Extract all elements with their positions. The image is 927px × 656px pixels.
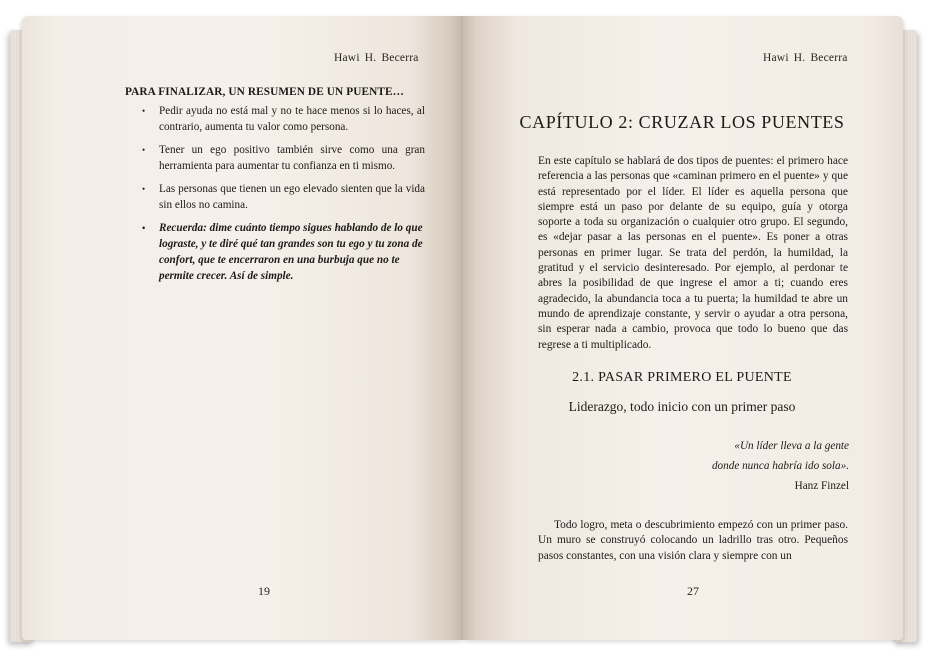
list-item xyxy=(125,103,425,135)
list-item xyxy=(125,181,425,213)
list-item-text: Las personas que tienen un ego elevado sienten que la vida sin ellos no camina. xyxy=(159,183,425,211)
epigraph-author: Hanz Finzel xyxy=(794,480,849,492)
list-item-text: Recuerda: dime cuánto tiempo sigues hablando de lo que lograste, y te diré qué tan grandes son tu ego y tu zona de confort, que te encerraron en una burbuja que no te permite crecer. Así de simple. xyxy=(159,222,423,282)
left-page xyxy=(22,16,463,640)
list-item-text: Pedir ayuda no está mal y no te hace menos si lo haces, al contrario, aumenta tu valor como persona. xyxy=(159,105,425,133)
page-number-right: 27 xyxy=(687,584,699,598)
summary-section xyxy=(125,86,425,291)
epigraph xyxy=(613,436,849,496)
page-number-left: 19 xyxy=(258,584,270,598)
section-title: 2.1. PASAR PRIMERO EL PUENTE xyxy=(572,370,792,385)
summary-list xyxy=(125,103,425,284)
right-page xyxy=(463,16,903,640)
running-header-right: Hawi H. Becerra xyxy=(763,52,848,64)
chapter-title: CAPÍTULO 2: CRUZAR LOS PUENTES xyxy=(519,112,845,132)
closing-paragraph: Todo logro, meta o descubrimiento empezó con un primer paso. Un muro se construyó colocando un ladrillo tras otro. Pequeños pasos constantes, con una visión clara y siempre con un xyxy=(538,519,848,562)
bullet-icon: • xyxy=(142,145,146,155)
list-item xyxy=(125,220,425,284)
intro-paragraph: En este capítulo se hablará de dos tipos de puentes: el primero hace referencia a las personas que «caminan primero en el puente» y que está representado por el líder. El líder es aquella persona que siempre está un paso por delante de su equipo, guía y otorga soporte a toda su organización o cualquier otro grupo. El segundo, es «dejar pasar a las personas en el puente». Es poner a otras personas en primer lugar. Se trata del perdón, la humildad, la gratitud y el servicio desinteresado. Por ejemplo, al perdonar te abres la posibilidad de que ingrese el amor a ti; cuando eres agradecido, la abundancia toca a tu puerta; la humildad te abre un mundo de aprendizaje constante, y servir o ayudar a otra persona, sin esperar nada a cambio, provoca que todo lo bueno que das regrese a ti multiplicado. xyxy=(538,155,848,351)
bullet-icon: • xyxy=(142,106,146,116)
section-subtitle: Liderazgo, todo inicio con un primer paso xyxy=(568,399,796,414)
epigraph-line: donde nunca habría ido sola». xyxy=(711,460,849,472)
list-item xyxy=(125,142,425,174)
epigraph-line: «Un líder lleva a la gente xyxy=(734,440,849,452)
bullet-icon: • xyxy=(142,184,146,194)
summary-title: PARA FINALIZAR, UN RESUMEN DE UN PUENTE… xyxy=(125,86,405,98)
list-item-text: Tener un ego positivo también sirve como una gran herramienta para aumentar tu confianza en ti mismo. xyxy=(159,144,425,172)
bullet-icon: • xyxy=(142,223,146,233)
running-header-left: Hawi H. Becerra xyxy=(334,52,419,64)
